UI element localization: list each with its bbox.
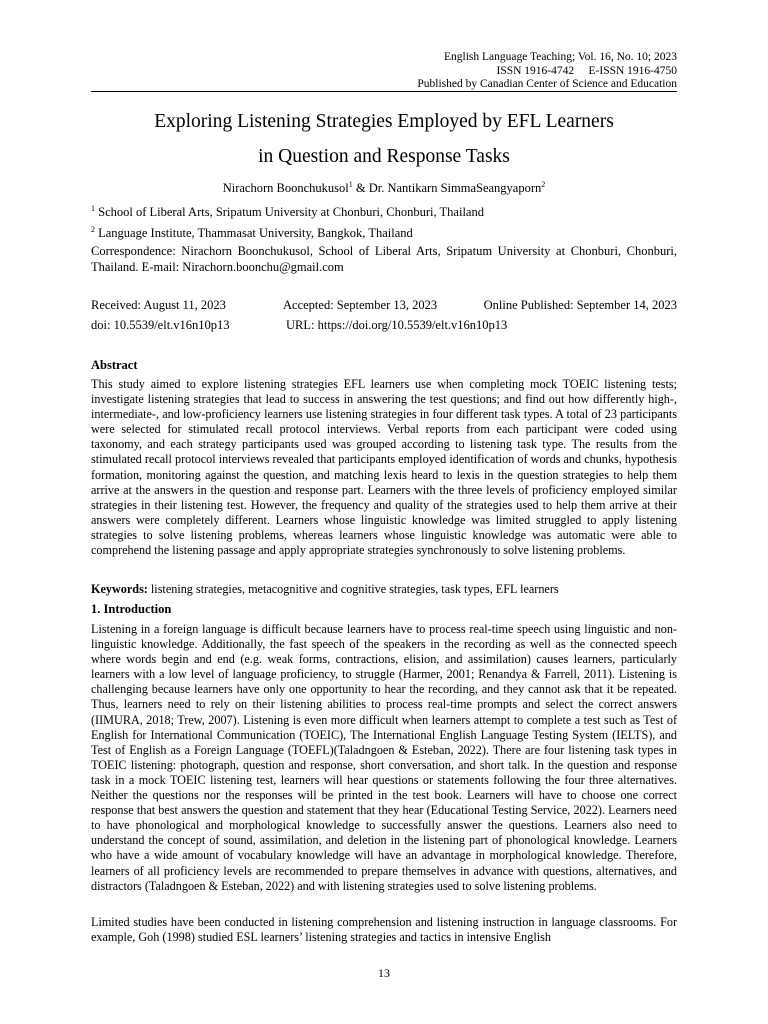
- introduction-paragraph-1: Listening in a foreign language is difficult because learners have to process real-time speech using linguistic and non-linguistic knowledge. Additionally, the fast speech of the speakers in the recording as well as the connected speech where words begin and end (e.g. weak forms, contractions, elision, and assimilation) causes learners, particularly learners with a low level of language proficiency, to struggle (Harmer, 2001; Renandya & Farrell, 2011). Listening is challenging because learners have only one opportunity to hear the recording, and they cannot ask that it be repeated. Thus, learners need to rely on their listening abilities to process real-time prompts and select the correct answers (IIMURA, 2018; Trew, 2007). Listening is even more difficult when learners attempt to complete a test such as Test of English for International Communication (TOEIC), The International English Language Testing System (IELTS), and Test of English as a Foreign Language (TOEFL)(Taladngoen & Esteban, 2022). There are four listening task types in TOEIC listening: photograph, question and response, short conversation, and short talk. In the question and response task in a mock TOEIC listening test, learners will hear questions or statements following the four three alternatives. Neither the questions nor the responses will be printed in the test book. Learners will have to choose one correct response that best answers the question and statement that they hear (Educational Testing Service, 2022). Learners need to have phonological and morphological knowledge to successfully answer the questions. Learners also need to understand the concept of sound, assimilation, and deletion in the listening part of phonological knowledge. Learners who have a wide amount of vocabulary knowledge will have an advantage in morphological knowledge. Therefore, learners of all proficiency levels are recommended to prepare themselves in advance with questions, alternatives, and distractors (Taladngoen & Esteban, 2022) and with listening strategies used to solve listening problems.: [91, 622, 677, 893]
- paper-title: [91, 104, 677, 174]
- abstract-heading: Abstract: [91, 358, 138, 372]
- author-1: Nirachorn Boonchukusol: [222, 181, 349, 196]
- affiliation-1-number: 1: [91, 204, 95, 213]
- abstract-text: This study aimed to explore listening strategies EFL learners use when completing mock TOEIC listening tests; investigate listening strategies that lead to success in answering the test questions; and find out how differently high-, intermediate-, and low-proficiency learners use listening strategies in four different task types. A total of 23 participants were selected for stimulated recall protocol interviews. Verbal reports from each participant were coded using taxonomy, and each strategy participants used was grouped according to listening task type. The results from the stimulated recall protocol interviews revealed that participants employed identification of words and chunks, hypothesis formation, monitoring against the question, and matching lexis heard to lexis in the question strategies to help them arrive at the answers in the question and response part. Learners with the three levels of proficiency employed similar strategies in their listening test. However, the frequency and quality of the strategies used to help them arrive at their answers were completely different. Learners whose linguistic knowledge was limited struggled to apply listening strategies to solve listening problems, whereas learners whose linguistic knowledge was automatic were able to comprehend the listening passage and apply appropriate strategies synchronously to solve listening problems.: [91, 377, 677, 558]
- introduction-heading: 1. Introduction: [91, 602, 172, 616]
- author-list: [91, 180, 677, 196]
- title-line-1: Exploring Listening Strategies Employed by EFL Learners: [154, 111, 614, 132]
- received-date: Received: August 11, 2023: [91, 298, 226, 312]
- journal-citation: English Language Teaching; Vol. 16, No. 10; 2023: [443, 51, 677, 63]
- keywords: [91, 582, 677, 597]
- journal-publisher: Published by Canadian Center of Science and Education: [417, 78, 677, 90]
- doi[interactable]: doi: 10.5539/elt.v16n10p13: [91, 318, 230, 332]
- doi-url[interactable]: URL: https://doi.org/10.5539/elt.v16n10p13: [286, 318, 508, 332]
- page-number: 13: [378, 966, 390, 980]
- affiliation-2: [91, 222, 677, 241]
- affiliation-2-text: Language Institute, Thammasat University, Bangkok, Thailand: [95, 226, 413, 241]
- header-rule: [91, 91, 677, 92]
- affiliation-2-number: 2: [91, 225, 95, 234]
- author-2: Dr. Nantikarn SimmaSeangyaporn: [368, 181, 542, 196]
- author-1-affiliation-mark: 1: [348, 180, 353, 189]
- keywords-label: Keywords:: [91, 582, 148, 596]
- title-line-2: in Question and Response Tasks: [258, 146, 510, 167]
- journal-header: [277, 51, 677, 92]
- introduction-paragraph-2: Limited studies have been conducted in listening comprehension and listening instruction in language classrooms. For example, Goh (1998) studied ESL learners’ listening strategies and tactics in intensive English: [91, 915, 677, 945]
- affiliation-1: [91, 201, 677, 220]
- journal-issn: ISSN 1916-4742 E-ISSN 1916-4750: [496, 64, 677, 77]
- correspondence: Correspondence: Nirachorn Boonchukusol, School of Liberal Arts, Sripatum University at Chonburi, Chonburi, Thailand. E-mail: Nirachorn.boonchu@gmail.com: [91, 244, 677, 274]
- author-2-affiliation-mark: 2: [541, 180, 546, 189]
- published-date: Online Published: September 14, 2023: [483, 298, 677, 312]
- keywords-list: listening strategies, metacognitive and cognitive strategies, task types, EFL learners: [147, 582, 559, 596]
- author-separator: &: [352, 181, 369, 196]
- accepted-date: Accepted: September 13, 2023: [283, 298, 438, 312]
- affiliation-1-text: School of Liberal Arts, Sripatum University at Chonburi, Chonburi, Thailand: [95, 205, 484, 220]
